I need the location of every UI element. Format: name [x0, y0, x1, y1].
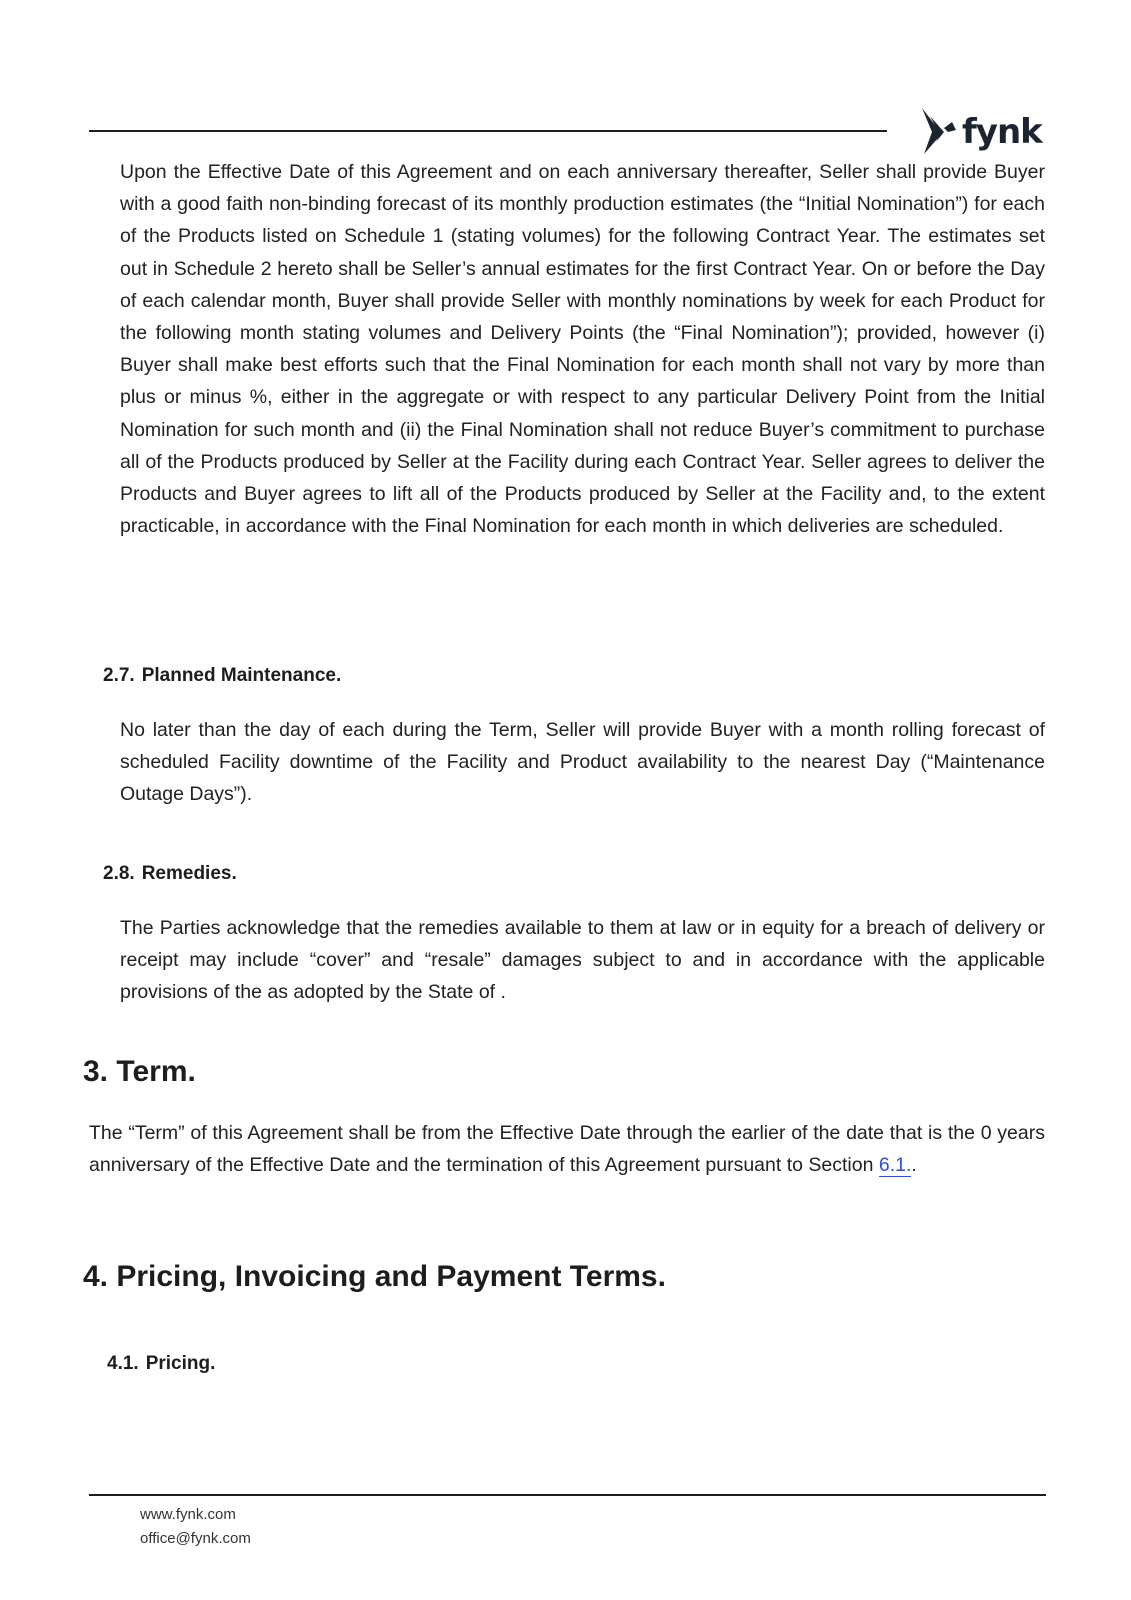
intro-paragraph: Upon the Effective Date of this Agreement and on each anniversary thereafter, Seller shall provide Buyer with a good faith non-binding forecast of its monthly production estimates (the “Initial Nomination”) for each of the Products listed on Schedule 1 (stating volumes) for the following Contract Year. The estimates set out in Schedule 2 hereto shall be Seller’s annual estimates for the first Contract Year. On or before the Day of each calendar month, Buyer shall provide Seller with monthly nominations by week for each Product for the following month stating volumes and Delivery Points (the “Final Nomination”); provided, however (i) Buyer shall make best efforts such that the Final Nomination for each month shall not vary by more than plus or minus %, either in the aggregate or with respect to any particular Delivery Point from the Initial Nomination for such month and (ii) the Final Nomination shall not reduce Buyer’s commitment to purchase all of the Products produced by Seller at the Facility during each Contract Year. Seller agrees to deliver the Products and Buyer agrees to lift all of the Products produced by Seller at the Facility and, to the extent practicable, in accordance with the Final Nomination for each month in which deliveries are scheduled.	[120, 161, 1045, 538]
section-2-8-heading	[103, 863, 237, 885]
section-number: 2.8.	[103, 863, 135, 884]
section-2-7-heading	[103, 665, 341, 687]
logo-text: fynk	[962, 112, 1042, 152]
section-3-body	[89, 1117, 1045, 1181]
section-number: 4.1.	[107, 1353, 139, 1374]
section-title: Planned Maintenance.	[141, 665, 342, 686]
footer-divider	[89, 1494, 1046, 1496]
section-title: Pricing.	[145, 1353, 216, 1374]
section-2-8-body: The Parties acknowledge that the remedies available to them at law or in equity for a breach of delivery or receipt may include “cover” and “resale” damages subject to and in accordance with the applicable provisions of the as adopted by the State of .	[120, 917, 1045, 1004]
footer-email[interactable]: office@fynk.com	[140, 1530, 251, 1547]
header-divider	[89, 130, 887, 132]
bird-logo-icon	[918, 106, 958, 158]
section-4-1-heading	[107, 1353, 215, 1375]
section-6-1-link[interactable]: 6.1.	[878, 1154, 912, 1177]
footer-website[interactable]: www.fynk.com	[140, 1506, 236, 1523]
section-title: Remedies.	[141, 863, 237, 884]
section-3-heading: 3. Term.	[83, 1055, 196, 1088]
section-2-7-body: No later than the day of each during the Term, Seller will provide Buyer with a month rolling forecast of scheduled Facility downtime of the Facility and Product availability to the nearest Day (“Maintenance Outage Days”).	[120, 719, 1045, 806]
fynk-logo	[918, 104, 1048, 160]
section-4-heading: 4. Pricing, Invoicing and Payment Terms.	[83, 1260, 666, 1293]
section-number: 2.7.	[103, 665, 135, 686]
section-3-text-end: .	[911, 1154, 917, 1177]
section-3-text: The “Term” of this Agreement shall be from the Effective Date through the earlier of the date that is the 0 years anniversary of the Effective Date and the termination of this Agreement pursuant to Section	[89, 1122, 1045, 1177]
